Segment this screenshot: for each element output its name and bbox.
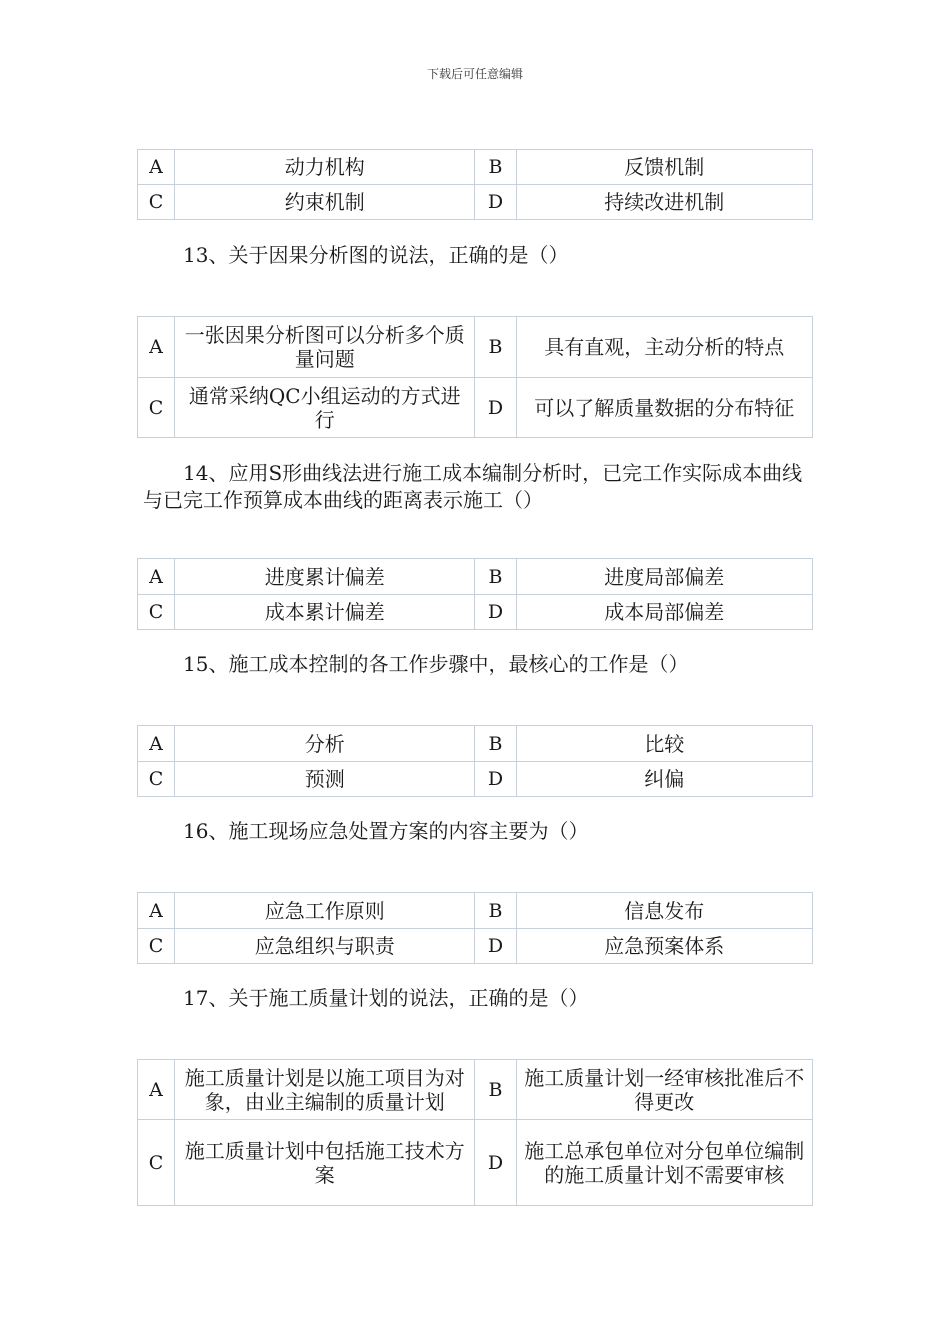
options-row [138, 929, 813, 964]
option-label-c: C [138, 595, 175, 630]
option-label-a: A [138, 559, 175, 595]
option-label-c: C [138, 1120, 175, 1206]
option-label-d: D [475, 185, 516, 220]
options-table-17 [137, 1059, 813, 1206]
question-15: 15、施工成本控制的各工作步骤中，最核心的工作是（） [183, 652, 689, 676]
options-row [138, 150, 813, 185]
options-row [138, 378, 813, 438]
option-label-c: C [138, 762, 175, 797]
options-table-15 [137, 725, 813, 797]
option-label-d: D [475, 762, 516, 797]
option-a-text: 动力机构 [175, 150, 475, 185]
option-d-text: 应急预案体系 [516, 929, 812, 964]
question-14: 14、应用S形曲线法进行施工成本编制分析时，已完工作实际成本曲线与已完工作预算成本曲线的距离表示施工（） [143, 461, 803, 512]
options-table-13 [137, 316, 813, 438]
option-label-a: A [138, 317, 175, 378]
option-c-text: 约束机制 [175, 185, 475, 220]
options-row [138, 1060, 813, 1120]
option-b-text: 比较 [516, 726, 812, 762]
option-c-text: 通常采纳QC小组运动的方式进行 [175, 378, 475, 438]
option-a-text: 施工质量计划是以施工项目为对象，由业主编制的质量计划 [175, 1060, 475, 1120]
options-row [138, 893, 813, 929]
option-c-text: 应急组织与职责 [175, 929, 475, 964]
option-a-text: 进度累计偏差 [175, 559, 475, 595]
question-16: 16、施工现场应急处置方案的内容主要为（） [183, 819, 589, 843]
option-label-d: D [475, 1120, 516, 1206]
option-b-text: 施工质量计划一经审核批准后不得更改 [516, 1060, 812, 1120]
options-table-14 [137, 558, 813, 630]
option-a-text: 一张因果分析图可以分析多个质量问题 [175, 317, 475, 378]
option-label-a: A [138, 1060, 175, 1120]
option-label-d: D [475, 595, 516, 630]
option-c-text: 成本累计偏差 [175, 595, 475, 630]
options-row [138, 185, 813, 220]
options-row [138, 595, 813, 630]
option-b-text: 信息发布 [516, 893, 812, 929]
option-label-b: B [475, 726, 516, 762]
options-row [138, 317, 813, 378]
option-a-text: 应急工作原则 [175, 893, 475, 929]
option-d-text: 成本局部偏差 [516, 595, 812, 630]
option-c-text: 施工质量计划中包括施工技术方案 [175, 1120, 475, 1206]
page-header: 下载后可任意编辑 [426, 67, 523, 81]
option-c-text: 预测 [175, 762, 475, 797]
option-label-a: A [138, 893, 175, 929]
option-b-text: 进度局部偏差 [516, 559, 812, 595]
option-label-b: B [475, 893, 516, 929]
option-d-text: 持续改进机制 [516, 185, 812, 220]
option-label-b: B [475, 150, 516, 185]
option-label-c: C [138, 929, 175, 964]
option-label-c: C [138, 185, 175, 220]
options-row [138, 559, 813, 595]
option-label-a: A [138, 726, 175, 762]
question-13: 13、关于因果分析图的说法，正确的是（） [183, 243, 569, 267]
option-label-b: B [475, 559, 516, 595]
options-table-16 [137, 892, 813, 964]
option-label-d: D [475, 378, 516, 438]
options-row [138, 1120, 813, 1206]
option-b-text: 反馈机制 [516, 150, 812, 185]
option-d-text: 施工总承包单位对分包单位编制的施工质量计划不需要审核 [516, 1120, 812, 1206]
option-label-a: A [138, 150, 175, 185]
option-label-d: D [475, 929, 516, 964]
question-17: 17、关于施工质量计划的说法，正确的是（） [183, 986, 589, 1010]
option-d-text: 纠偏 [516, 762, 812, 797]
option-d-text: 可以了解质量数据的分布特征 [516, 378, 812, 438]
option-a-text: 分析 [175, 726, 475, 762]
options-table-12 [137, 149, 813, 220]
option-b-text: 具有直观，主动分析的特点 [516, 317, 812, 378]
options-row [138, 726, 813, 762]
option-label-b: B [475, 317, 516, 378]
option-label-c: C [138, 378, 175, 438]
option-label-b: B [475, 1060, 516, 1120]
options-row [138, 762, 813, 797]
